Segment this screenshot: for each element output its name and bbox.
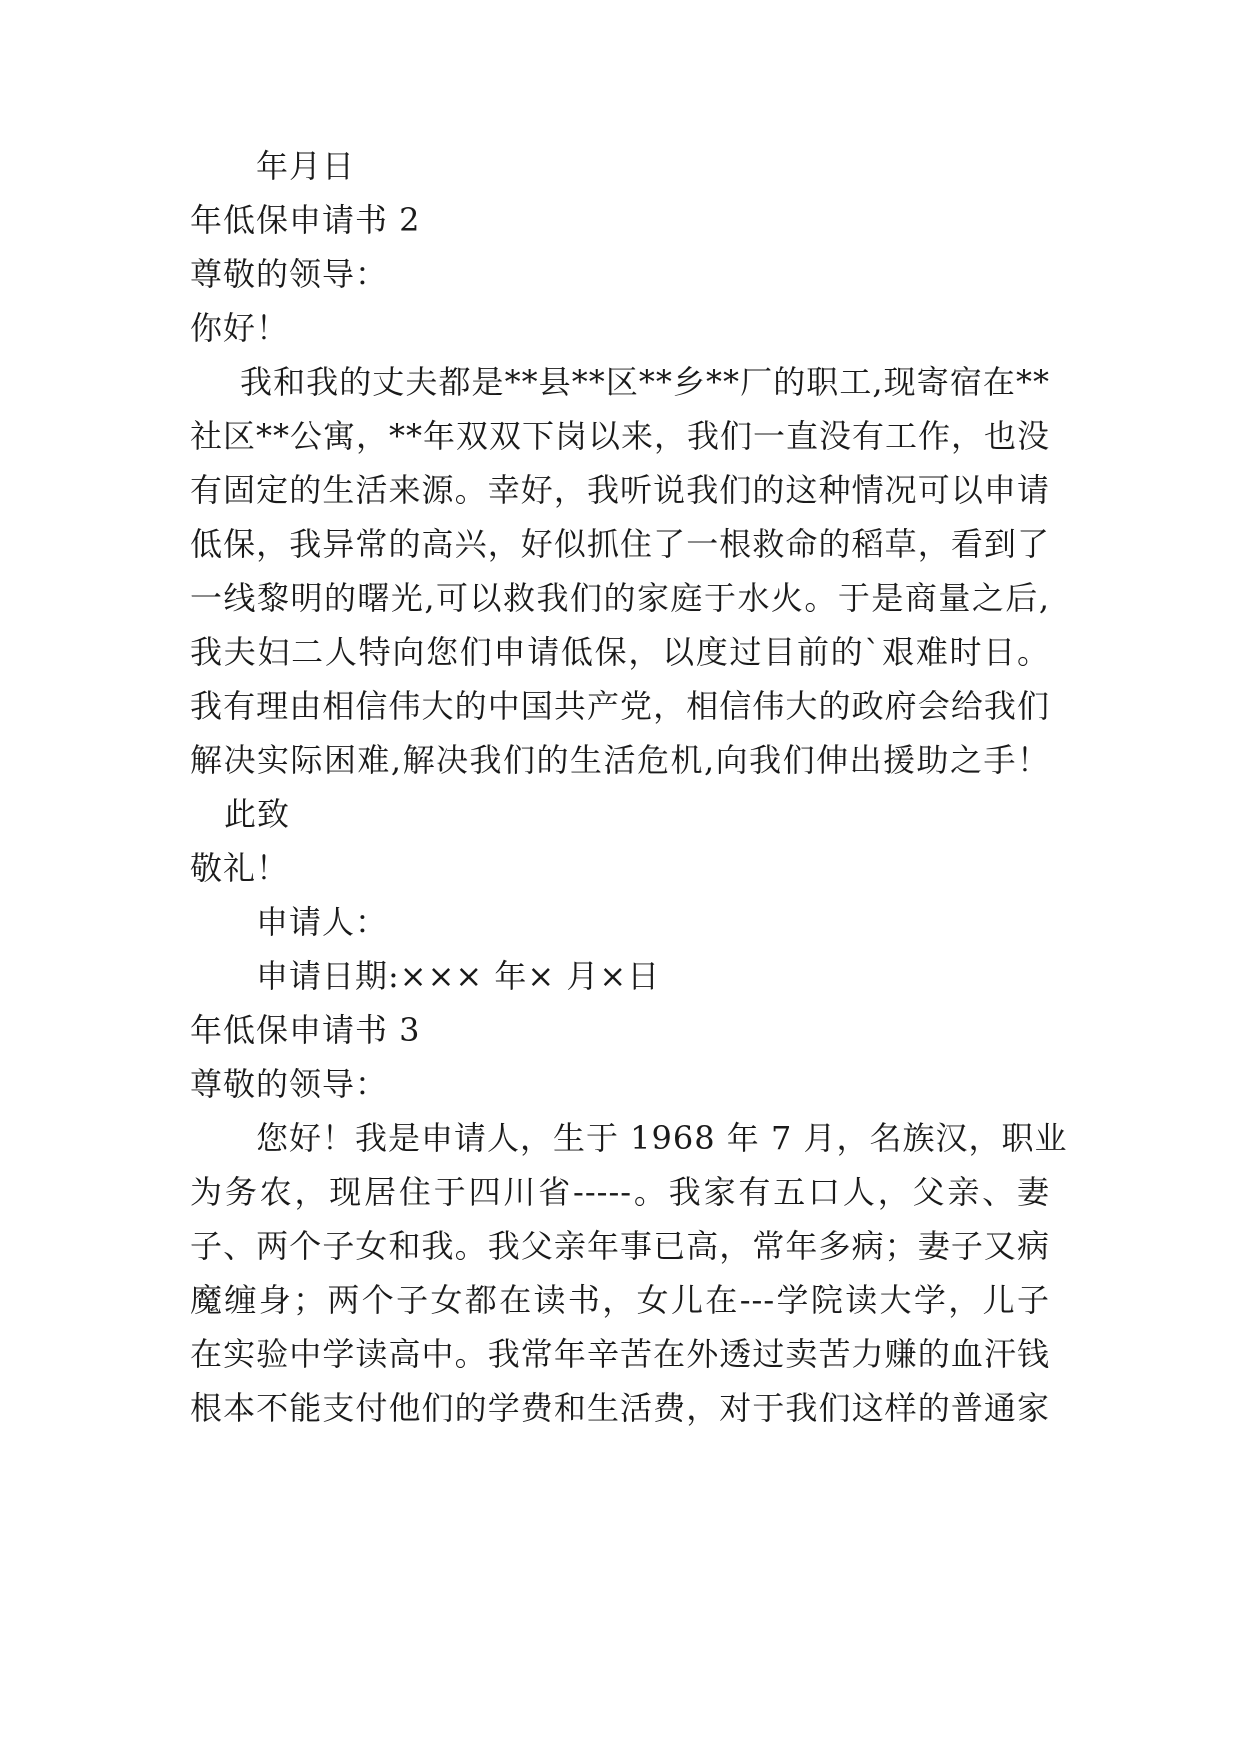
section2-body-line: 有固定的生活来源。幸好，我听说我们的这种情况可以申请: [190, 471, 1050, 509]
section2-body-line: 一线黎明的曙光,可以救我们的家庭于水火。于是商量之后,: [190, 579, 1050, 617]
section2-body-line: 我和我的丈夫都是**县**区**乡**厂的职工,现寄宿在**: [240, 363, 1050, 401]
section2-body-line: 我有理由相信伟大的中国共产党，相信伟大的政府会给我们: [190, 687, 1050, 725]
section3-salutation: 尊敬的领导：: [190, 1065, 389, 1103]
date-line: 年月日: [256, 147, 356, 185]
section3-body-line: 根本不能支付他们的学费和生活费，对于我们这样的普通家: [190, 1389, 1050, 1427]
section3-body-line: 在实验中学读高中。我常年辛苦在外透过卖苦力赚的血汗钱: [190, 1335, 1050, 1373]
application-date: 申请日期:××× 年× 月×日: [256, 957, 661, 995]
section2-body-line: 社区**公寓，**年双双下岗以来，我们一直没有工作，也没: [190, 417, 1051, 455]
section3-body-line: 为务农，现居住于四川省-----。我家有五口人，父亲、妻: [190, 1173, 1050, 1211]
section3-body-line: 您好！我是申请人，生于 1968 年 7 月，名族汉，职业: [256, 1119, 1068, 1157]
section2-body-line: 解决实际困难,解决我们的生活危机,向我们伸出援助之手！: [190, 741, 1050, 779]
section2-heading: 年低保申请书 2: [190, 201, 421, 239]
applicant-label: 申请人：: [256, 903, 389, 941]
section3-heading: 年低保申请书 3: [190, 1011, 421, 1049]
closing-jing-li: 敬礼！: [190, 849, 290, 887]
section3-body-line: 子、两个子女和我。我父亲年事已高，常年多病；妻子又病: [190, 1227, 1050, 1265]
closing-ci-zhi: 此致: [224, 795, 291, 833]
section3-body-line: 魔缠身；两个子女都在读书，女儿在---学院读大学，儿子: [190, 1281, 1050, 1319]
section2-greeting: 你好！: [190, 309, 290, 347]
section2-body-line: 我夫妇二人特向您们申请低保，以度过目前的`艰难时日。: [190, 633, 1050, 671]
section2-salutation: 尊敬的领导：: [190, 255, 389, 293]
section2-body-line: 低保，我异常的高兴，好似抓住了一根救命的稻草，看到了: [190, 525, 1050, 563]
